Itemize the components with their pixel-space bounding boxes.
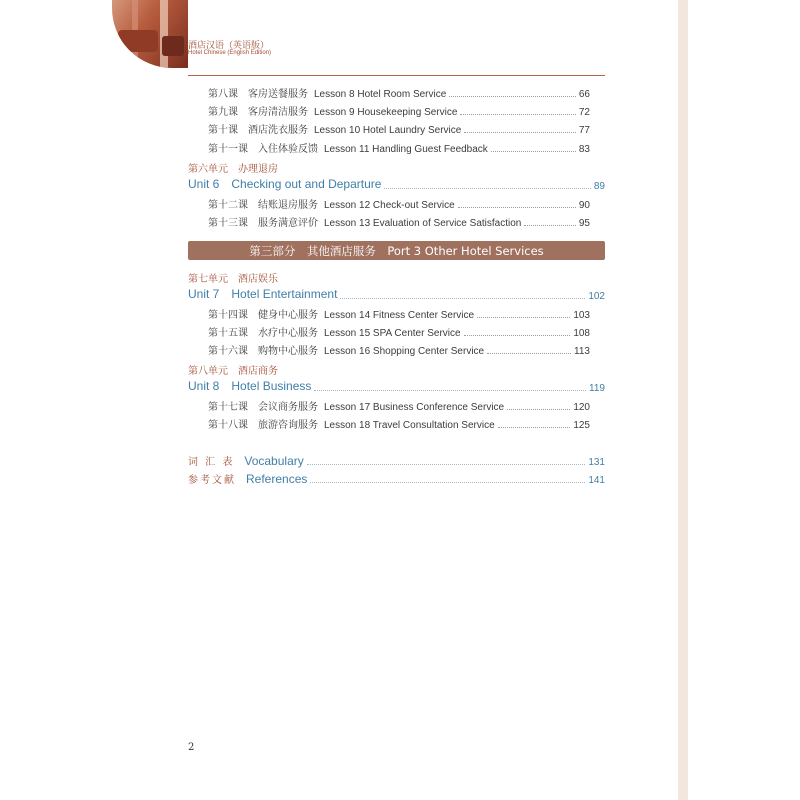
page-number: 72 — [578, 107, 590, 118]
lesson-title-cn: 第十七课 会议商务服务 — [208, 402, 318, 413]
leader-dots — [340, 298, 585, 299]
lesson-title-cn: 第十六课 购物中心服务 — [208, 346, 318, 357]
lesson-title-en: Lesson 16 Shopping Center Service — [324, 346, 485, 357]
leader-dots — [498, 427, 571, 428]
lesson-title-cn: 第九课 客房清洁服务 — [208, 107, 308, 118]
lesson-title-en: Lesson 13 Evaluation of Service Satisfaction — [324, 218, 522, 229]
leader-dots — [524, 225, 576, 226]
toc-unit-8[interactable] — [188, 378, 605, 394]
page-folio: 2 — [188, 742, 195, 753]
lesson-title-en: Lesson 10 Hotel Laundry Service — [314, 125, 462, 136]
backmatter-title-cn: 词 汇 表 — [188, 457, 235, 468]
leader-dots — [477, 317, 570, 318]
lesson-title-en: Lesson 15 SPA Center Service — [324, 328, 461, 339]
toc-lesson-12[interactable] — [208, 195, 590, 211]
leader-dots — [464, 132, 576, 133]
leader-dots — [449, 96, 576, 97]
lesson-title-en: Lesson 12 Check-out Service — [324, 200, 455, 211]
header-divider — [188, 75, 605, 76]
toc-lesson-11[interactable] — [208, 139, 590, 155]
page-number: 125 — [573, 420, 590, 431]
leader-dots — [458, 207, 576, 208]
unit-title-en: Unit 6 Checking out and Departure — [188, 177, 382, 191]
lesson-title-en: Lesson 17 Business Conference Service — [324, 402, 505, 413]
toc-lesson-16[interactable] — [208, 341, 590, 357]
page-number: 113 — [574, 346, 590, 357]
backmatter-title-cn: 参考文献 — [188, 475, 236, 486]
page-number: 108 — [573, 328, 590, 339]
toc-references[interactable] — [188, 470, 605, 486]
leader-dots — [487, 353, 571, 354]
toc-lesson-9[interactable] — [208, 102, 590, 118]
margin-background — [688, 0, 800, 800]
leader-dots — [464, 335, 571, 336]
page-number: 102 — [588, 291, 605, 302]
lesson-title-cn: 第八课 客房送餐服务 — [208, 89, 308, 100]
lesson-title-cn: 第十一课 入住体验反馈 — [208, 144, 318, 155]
unit-title-en: Unit 7 Hotel Entertainment — [188, 287, 338, 301]
page-number: 95 — [578, 218, 590, 229]
toc-lesson-8[interactable] — [208, 84, 590, 100]
backmatter-title-en: References — [246, 472, 308, 486]
lesson-title-en: Lesson 18 Travel Consultation Service — [324, 420, 495, 431]
lesson-title-cn: 第十五课 水疗中心服务 — [208, 328, 318, 339]
toc-unit-6[interactable] — [188, 176, 605, 192]
page-number: 90 — [578, 200, 590, 211]
part-3-banner[interactable]: 第三部分 其他酒店服务 Port 3 Other Hotel Services — [188, 241, 605, 260]
page-number: 77 — [578, 125, 590, 136]
lesson-title-en: Lesson 14 Fitness Center Service — [324, 310, 475, 321]
lesson-title-cn: 第十四课 健身中心服务 — [208, 310, 318, 321]
page-number: 131 — [588, 457, 605, 468]
book-title-en: Hotel Chinese (English Edition) — [188, 50, 272, 56]
toc-lesson-15[interactable] — [208, 323, 590, 339]
lesson-title-en: Lesson 9 Housekeeping Service — [314, 107, 458, 118]
hotel-lobby-photo — [112, 0, 188, 68]
backmatter-title-en: Vocabulary — [244, 454, 304, 468]
lesson-title-en: Lesson 11 Handling Guest Feedback — [324, 144, 488, 155]
page-number: 89 — [593, 181, 605, 192]
unit-title-en: Unit 8 Hotel Business — [188, 379, 312, 393]
toc-lesson-13[interactable] — [208, 213, 590, 229]
leader-dots — [307, 464, 586, 465]
toc-lesson-10[interactable] — [208, 120, 590, 136]
unit-8-title-cn: 第八单元 酒店商务 — [188, 366, 278, 377]
page-edge — [678, 0, 688, 800]
lesson-title-cn: 第十八课 旅游咨询服务 — [208, 420, 318, 431]
lesson-title-cn: 第十三课 服务满意评价 — [208, 218, 318, 229]
leader-dots — [310, 482, 585, 483]
leader-dots — [314, 390, 586, 391]
lesson-title-cn: 第十课 酒店洗衣服务 — [208, 125, 308, 136]
unit-7-title-cn: 第七单元 酒店娱乐 — [188, 274, 278, 285]
page-number: 141 — [588, 475, 605, 486]
toc-vocabulary[interactable] — [188, 452, 605, 468]
toc-lesson-18[interactable] — [208, 415, 590, 431]
book-title-cn: 酒店汉语（英语版） — [188, 41, 270, 51]
unit-6-title-cn: 第六单元 办理退房 — [188, 164, 278, 175]
page-number: 66 — [578, 89, 590, 100]
leader-dots — [507, 409, 570, 410]
leader-dots — [460, 114, 575, 115]
page-number: 83 — [578, 144, 590, 155]
page-number: 120 — [573, 402, 590, 413]
toc-unit-7[interactable] — [188, 286, 605, 302]
lesson-title-en: Lesson 8 Hotel Room Service — [314, 89, 447, 100]
toc-lesson-17[interactable] — [208, 397, 590, 413]
page-number: 103 — [573, 310, 590, 321]
lesson-title-cn: 第十二课 结账退房服务 — [208, 200, 318, 211]
toc-lesson-14[interactable] — [208, 305, 590, 321]
page-number: 119 — [589, 383, 605, 394]
leader-dots — [491, 151, 576, 152]
leader-dots — [384, 188, 590, 189]
